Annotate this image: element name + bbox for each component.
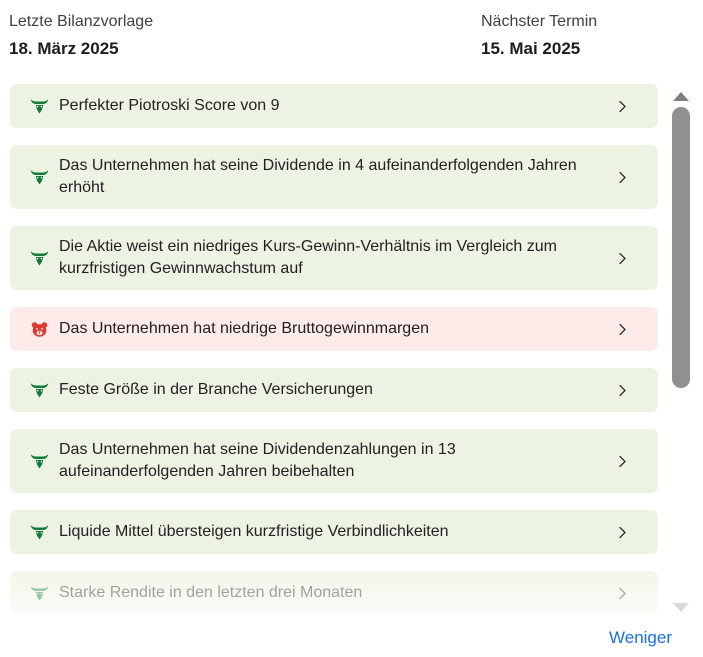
chevron-right-icon: [615, 170, 630, 185]
chevron-right-icon: [615, 99, 630, 114]
protip-row[interactable]: [10, 368, 658, 412]
bull-icon: [30, 452, 49, 471]
protip-row[interactable]: [10, 429, 658, 493]
next-term-label: Nächster Termin: [481, 13, 598, 30]
scroll-up-icon[interactable]: [673, 92, 689, 101]
scroll-down-icon[interactable]: [673, 603, 689, 612]
protips-list: [0, 84, 703, 615]
tip-text: Das Unternehmen hat seine Dividendenzahlungen in 13 aufeinanderfolgenden Jahren beibehalten: [59, 441, 456, 480]
tip-text: Liquide Mittel übersteigen kurzfristige Verbindlichkeiten: [59, 523, 449, 540]
chevron-right-icon: [615, 251, 630, 266]
bull-icon: [30, 523, 49, 542]
chevron-right-icon: [615, 525, 630, 540]
tip-text: Starke Rendite in den letzten drei Monaten: [59, 584, 363, 601]
collapse-link[interactable]: Weniger: [609, 628, 672, 647]
protip-row[interactable]: [10, 571, 658, 615]
scrollbar-thumb[interactable]: [672, 107, 690, 388]
next-term-date: 15. Mai 2025: [481, 39, 581, 58]
protip-row[interactable]: [10, 510, 658, 554]
scrollbar: [672, 88, 690, 618]
chevron-right-icon: [615, 586, 630, 601]
tip-text: Perfekter Piotroski Score von 9: [59, 97, 280, 114]
protip-row[interactable]: [10, 145, 658, 209]
bear-icon: [30, 320, 49, 339]
protip-row[interactable]: [10, 84, 658, 128]
earnings-header: [0, 0, 703, 60]
bull-icon: [30, 168, 49, 187]
last-balance-date: 18. März 2025: [9, 39, 119, 58]
tip-text: Die Aktie weist ein niedriges Kurs-Gewinn-Verhältnis im Vergleich zum kurzfristigen Gewinnwachstum auf: [59, 238, 557, 277]
bull-icon: [30, 584, 49, 603]
last-balance-label: Letzte Bilanzvorlage: [9, 13, 154, 30]
tip-text: Das Unternehmen hat niedrige Bruttogewinnmargen: [59, 320, 429, 337]
next-term-block: [481, 12, 597, 60]
tip-text: Das Unternehmen hat seine Dividende in 4 aufeinanderfolgenden Jahren erhöht: [59, 157, 577, 196]
chevron-right-icon: [615, 454, 630, 469]
bull-icon: [30, 249, 49, 268]
last-balance-block: [9, 12, 153, 60]
tip-text: Feste Größe in der Branche Versicherungen: [59, 381, 373, 398]
protip-row[interactable]: [10, 226, 658, 290]
chevron-right-icon: [615, 322, 630, 337]
protip-row[interactable]: [10, 307, 658, 351]
bull-icon: [30, 97, 49, 116]
bull-icon: [30, 381, 49, 400]
chevron-right-icon: [615, 383, 630, 398]
